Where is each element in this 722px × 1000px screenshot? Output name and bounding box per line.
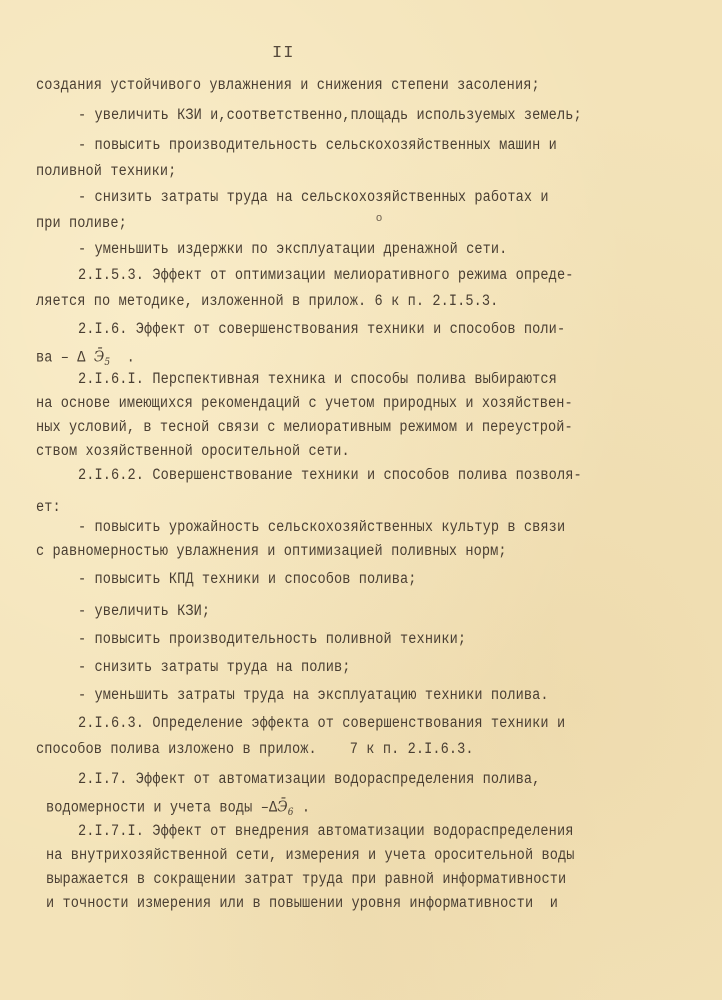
effect-symbol: Э̄ — [277, 798, 288, 816]
text-line: - увеличить КЗИ и,соответственно,площадь используемых земель; — [78, 108, 582, 125]
text-line: ляется по методике, изложенной в прилож. 6 к п. 2.I.5.3. — [36, 294, 499, 311]
text-line: - уменьшить издержки по эксплуатации дренажной сети. — [78, 242, 508, 259]
formula-line — [36, 348, 135, 372]
formula-line — [46, 798, 310, 822]
page-number: II — [272, 44, 295, 63]
text-line: - снизить затраты труда на полив; — [78, 660, 351, 677]
text-line: ет: — [36, 500, 61, 517]
formula-suffix: . — [110, 350, 135, 368]
delta-operator: – Δ — [52, 350, 94, 368]
text-line: 2.I.6.2. Совершенствование техники и способов полива позволя- — [78, 468, 582, 485]
text-line: ством хозяйственной оросительной сети. — [36, 444, 350, 461]
text-line: 2.I.6. Эффект от совершенствования техники и способов поли- — [78, 322, 566, 339]
text-line: создания устойчивого увлажнения и снижения степени засоления; — [36, 78, 540, 95]
text-line: способов полива изложено в прилож. 7 к п. 2.I.6.3. — [36, 742, 474, 759]
effect-symbol: Э̄ — [93, 348, 105, 366]
text-line: - повысить урожайность сельскохозяйственных культур в связи — [78, 520, 566, 537]
text-line: 2.I.5.3. Эффект от оптимизации мелиоративного режима опреде- — [78, 268, 574, 285]
text-line: 2.I.7.I. Эффект от внедрения автоматизации водораспределения — [78, 824, 574, 841]
text-line: на основе имеющихся рекомендаций с учетом природных и хозяйствен- — [36, 396, 573, 413]
text-line: 2.I.6.I. Перспективная техника и способы полива выбираются — [78, 372, 557, 389]
text-line: - увеличить КЗИ; — [78, 604, 211, 621]
text-line: - снизить затраты труда на сельскохозяйственных работах и — [78, 190, 549, 207]
text-line: 2.I.6.3. Определение эффекта от совершенствования техники и — [78, 716, 566, 733]
formula-prefix: ва — [36, 350, 53, 368]
effect-subscript: 5 — [104, 356, 111, 369]
text-line: поливной техники; — [36, 164, 177, 181]
stray-mark: o — [376, 212, 383, 224]
text-line: 2.I.7. Эффект от автоматизации водораспределения полива, — [78, 772, 541, 789]
text-line: с равномерностью увлажнения и оптимизацией поливных норм; — [36, 544, 507, 561]
effect-subscript: 6 — [287, 806, 294, 819]
text-line: - повысить производительность сельскохозяйственных машин и — [78, 138, 557, 155]
text-line: и точности измерения или в повышении уровня информативности и — [46, 896, 558, 913]
formula-prefix: водомерности и учета воды — [46, 800, 253, 818]
text-line: при поливе; — [36, 216, 127, 233]
text-line: - повысить КПД техники и способов полива; — [78, 572, 417, 589]
text-line: - уменьшить затраты труда на эксплуатацию техники полива. — [78, 688, 549, 705]
text-line: ных условий, в тесной связи с мелиоративным режимом и переустрой- — [36, 420, 573, 437]
text-line: - повысить производительность поливной техники; — [78, 632, 467, 649]
delta-operator: –Δ — [252, 800, 278, 818]
formula-suffix: . — [293, 800, 311, 818]
text-line: на внутрихозяйственной сети, измерения и учета оросительной воды — [46, 848, 575, 865]
text-line: выражается в сокращении затрат труда при равной информативности — [46, 872, 567, 889]
